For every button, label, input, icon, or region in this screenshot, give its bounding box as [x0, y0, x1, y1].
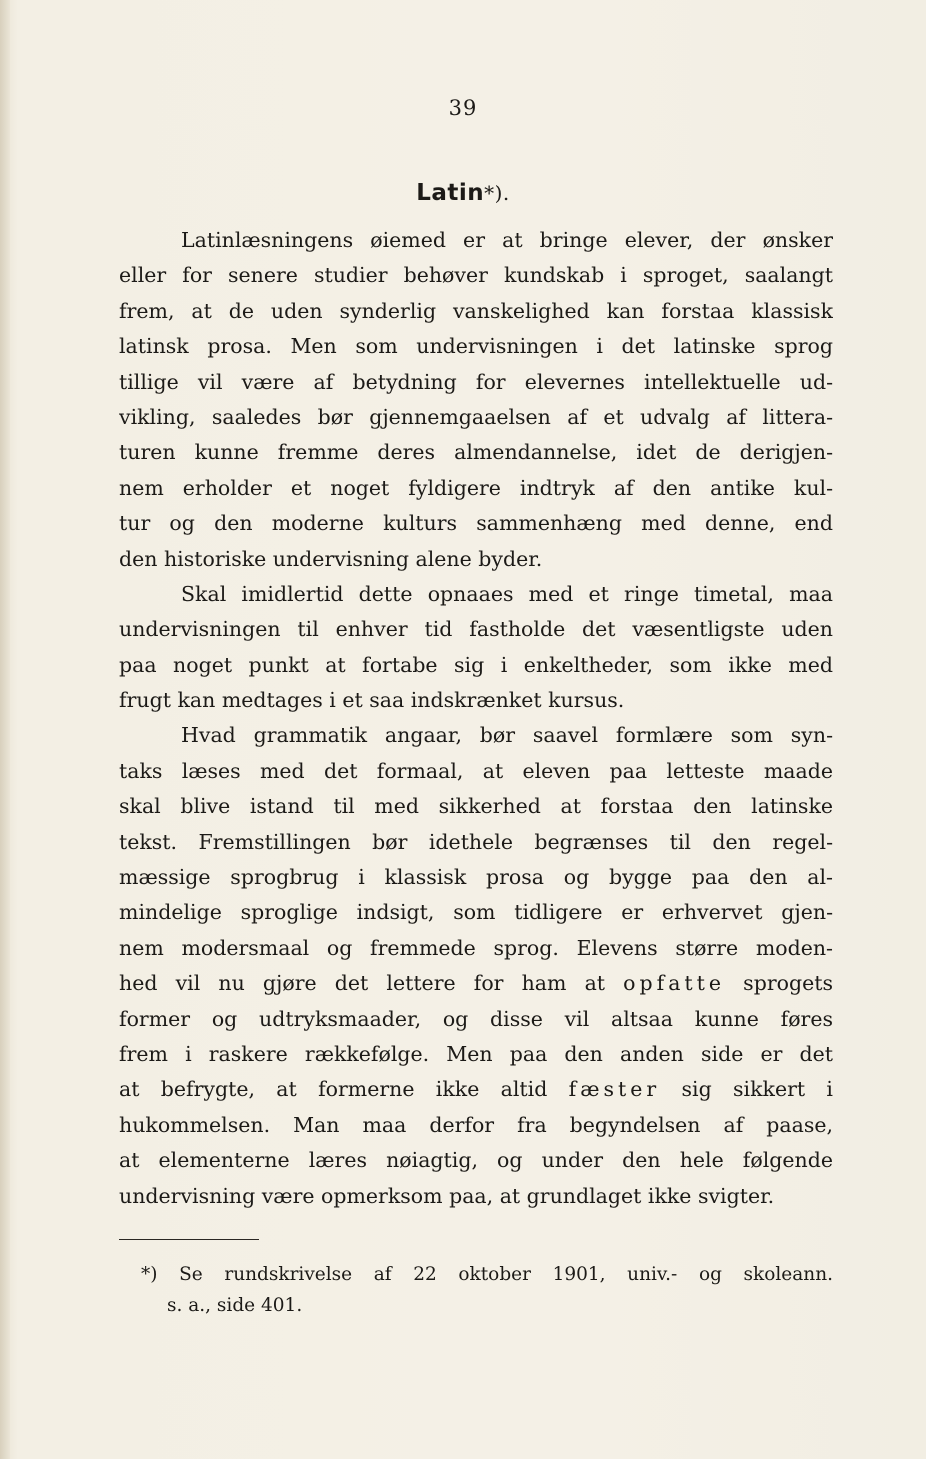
- text-segment: at befrygte, at formerne ikke altid: [119, 1077, 548, 1102]
- text-line-spaced: [119, 1072, 833, 1107]
- text-line: Latinlæsningens øiemed er at bringe elever, der ønsker: [181, 228, 833, 252]
- text-line: skal blive istand til med sikkerhed at forstaa den latinske: [119, 794, 833, 819]
- text-line: former og udtryksmaader, og disse vil altsaa kunne føres: [119, 1006, 833, 1031]
- text-line: paa noget punkt at fortabe sig i enkeltheder, som ikke med: [119, 652, 833, 677]
- text-line: undervisning være opmerksom paa, at grundlaget ikke svigter.: [119, 1183, 775, 1208]
- text-line: frem i raskere rækkefølge. Men paa den anden side er det: [119, 1041, 833, 1066]
- letterspaced-word: fæster: [568, 1077, 661, 1102]
- text-segment: sprogets: [743, 971, 833, 996]
- text-line: mindelige sproglige indsigt, som tidligere er erhvervet gjen-: [119, 900, 833, 925]
- heading-title: Latin: [416, 180, 485, 206]
- text-line: hukommelsen. Man maa derfor fra begyndelsen af paase,: [119, 1112, 833, 1137]
- text-line: latinsk prosa. Men som undervisningen i det latinske sprog: [119, 334, 833, 359]
- text-line: Hvad grammatik angaar, bør saavel formlære som syn-: [181, 723, 833, 748]
- footnote-mark: *).: [484, 181, 510, 205]
- text-line: mæssige sprogbrug i klassisk prosa og bygge paa den al-: [119, 865, 833, 890]
- text-line: undervisningen til enhver tid fastholde det væsentligste uden: [119, 617, 833, 642]
- text-segment: hed vil nu gjøre det lettere for ham at: [119, 971, 606, 996]
- text-line: turen kunne fremme deres almendannelse, idet de derigjen-: [119, 440, 833, 465]
- text-line: tur og den moderne kulturs sammenhæng med denne, end: [119, 511, 833, 536]
- text-segment: sig sikkert i: [681, 1077, 833, 1102]
- text-line: tekst. Fremstillingen bør idethele begrænses til den regel-: [119, 829, 833, 854]
- text-line: Skal imidlertid dette opnaaes med et ringe timetal, maa: [181, 581, 833, 606]
- footnote: [119, 1259, 833, 1321]
- text-line: den historiske undervisning alene byder.: [119, 546, 543, 571]
- text-line: frugt kan medtages i et saa indskrænket kursus.: [119, 688, 625, 713]
- text-line: nem modersmaal og fremmede sprog. Elevens større moden-: [119, 935, 833, 960]
- text-line: taks læses med det formaal, at eleven paa letteste maade: [119, 758, 833, 783]
- text-line-spaced: [119, 966, 833, 1001]
- text-line: tillige vil være af betydning for elevernes intellektuelle ud-: [119, 369, 833, 394]
- text-line: frem, at de uden synderlig vanskelighed kan forstaa klassisk: [119, 298, 833, 323]
- footnote-line: s. a., side 401.: [167, 1295, 303, 1316]
- body-text: [119, 223, 833, 1214]
- page-spine-edge: [0, 0, 10, 1459]
- footnote-line: *) Se rundskrivelse af 22 oktober 1901, univ.- og skoleann.: [141, 1264, 833, 1285]
- text-line: eller for senere studier behøver kundskab i sproget, saalangt: [119, 263, 833, 288]
- text-line: vikling, saaledes bør gjennemgaaelsen af et udvalg af littera-: [119, 404, 833, 429]
- section-heading: [0, 180, 926, 206]
- page-number: 39: [448, 96, 478, 120]
- footnote-divider: [119, 1239, 259, 1240]
- letterspaced-word: opfatte: [623, 971, 726, 996]
- text-line: at elementerne læres nøiagtig, og under den hele følgende: [119, 1148, 833, 1173]
- text-line: nem erholder et noget fyldigere indtryk af den antike kul-: [119, 475, 833, 500]
